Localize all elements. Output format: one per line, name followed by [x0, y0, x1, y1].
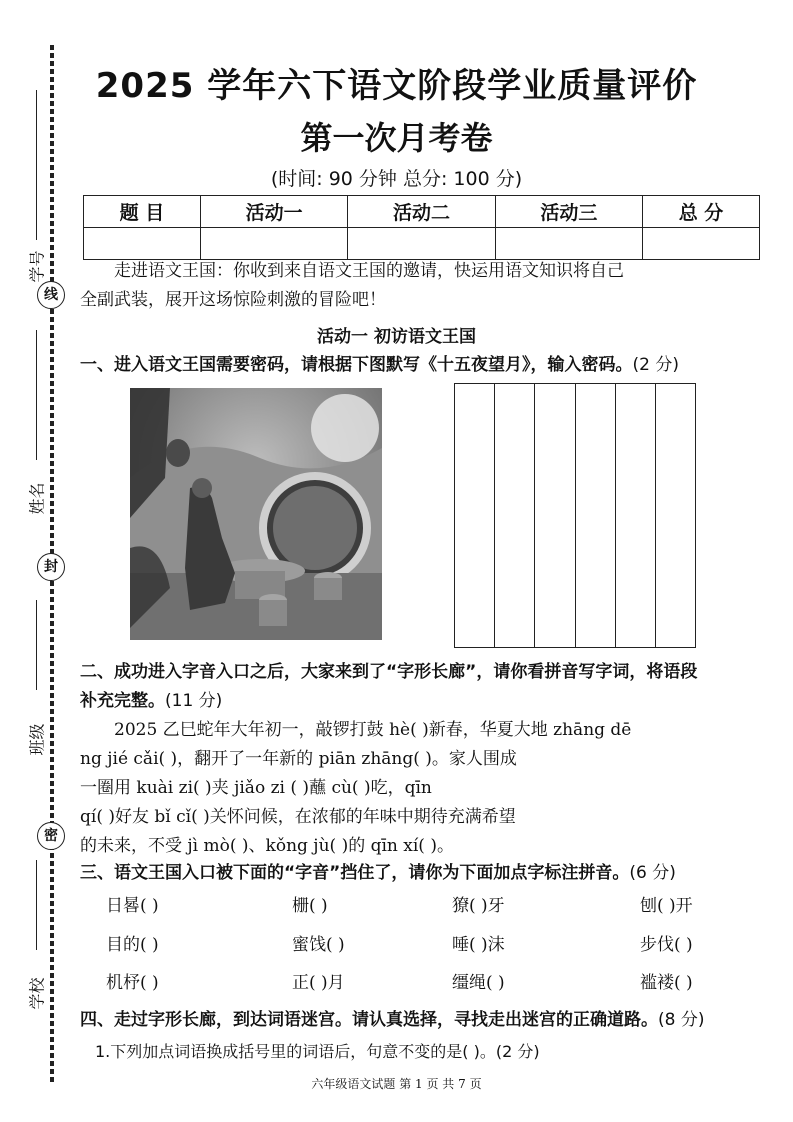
intro-paragraph	[80, 257, 748, 286]
score-table-entry-row	[84, 228, 760, 260]
grid-column[interactable]	[535, 384, 575, 647]
q3-item[interactable]: 日晷( )	[106, 896, 159, 916]
q2-line2: ng jié cǎi( )，翻开了一年新的 piān zhāng( )。家人围成	[80, 749, 517, 769]
q3-item[interactable]: 栅( )	[292, 896, 328, 916]
scholar-moon-illustration	[130, 388, 382, 640]
q2-line5: 的未来，不受 jì mò( )、kǒng jù( )的 qīn xí( )。	[80, 836, 454, 856]
score-table	[83, 195, 760, 260]
score-header-activity2: 活动二	[348, 196, 495, 228]
intro-line1: 走进语文王国：你收到来自语文王国的邀请，快运用语文知识将自己	[114, 261, 624, 281]
question4-points: (8 分)	[658, 1010, 705, 1030]
poem-writing-grid[interactable]	[454, 383, 696, 648]
q3-item[interactable]: 机杼( )	[106, 973, 159, 993]
student-id-label: 学号	[27, 250, 47, 283]
q3-item[interactable]: 蜜饯( )	[292, 935, 345, 955]
score-cell[interactable]	[495, 228, 642, 260]
school-label: 学校	[27, 977, 47, 1010]
seal-seal-mark: 封	[37, 553, 65, 581]
q2-line1: 2025 乙巳蛇年大年初一，敲锣打鼓 hè( )新春，华夏大地 zhāng dē	[114, 720, 632, 740]
exam-subtitle: 第一次月考卷	[300, 119, 493, 157]
question1-text: 一、进入语文王国需要密码，请根据下图默写《十五夜望月》，输入密码。	[80, 355, 633, 375]
score-header-total: 总 分	[643, 196, 760, 228]
score-header-item: 题 目	[84, 196, 201, 228]
question2-heading-cont: 补充完整。	[80, 691, 165, 711]
question1-points: (2 分)	[632, 355, 679, 375]
question4-sub1: 1.下列加点词语换成括号里的词语后，句意不变的是( )。(2 分)	[95, 1042, 540, 1061]
q3-item[interactable]: 正( )月	[292, 973, 345, 993]
question1	[80, 350, 750, 380]
score-header-activity1: 活动一	[200, 196, 347, 228]
score-cell[interactable]	[643, 228, 760, 260]
intro-paragraph-2	[80, 286, 748, 315]
question3-text: 三、语文王国入口被下面的“字音”挡住了，请你为下面加点字标注拼音。	[80, 863, 630, 883]
score-cell[interactable]	[200, 228, 347, 260]
q3-item[interactable]: 步伐( )	[640, 935, 693, 955]
grid-column[interactable]	[576, 384, 616, 647]
intro-line2: 全副武装，展开这场惊险刺激的冒险吧！	[80, 290, 386, 310]
name-label: 姓名	[27, 482, 47, 515]
grid-column[interactable]	[495, 384, 535, 647]
binding-fill-line-3	[36, 600, 37, 690]
grid-column[interactable]	[455, 384, 495, 647]
binding-fill-line-2	[36, 330, 37, 460]
seal-secret-mark: 密	[37, 822, 65, 850]
question2-heading: 二、成功进入字音入口之后，大家来到了“字形长廊”，请你看拼音写字词，将语段	[80, 662, 698, 682]
activity1-heading: 活动一 初访语文王国	[317, 327, 476, 347]
seal-line-mark: 线	[37, 281, 65, 309]
q3-item[interactable]: 目的( )	[106, 935, 159, 955]
question4-text: 四、走过字形长廊，到达词语迷宫。请认真选择，寻找走出迷宫的正确道路。	[80, 1010, 658, 1030]
question3-heading	[80, 858, 750, 888]
binding-fill-line-4	[36, 860, 37, 950]
score-cell[interactable]	[84, 228, 201, 260]
exam-meta: (时间: 90 分钟 总分: 100 分)	[270, 168, 523, 190]
q3-item[interactable]: 褴褛( )	[640, 973, 693, 993]
grid-column[interactable]	[656, 384, 695, 647]
score-header-activity3: 活动三	[495, 196, 642, 228]
question2-heading-2	[80, 686, 750, 716]
poem-illustration	[130, 388, 382, 640]
grid-column[interactable]	[616, 384, 656, 647]
class-label: 班级	[27, 723, 47, 756]
q2-line4: qí( )好友 bǐ cǐ( )关怀问候，在浓郁的年味中期待充满希望	[80, 807, 516, 827]
q3-item[interactable]: 獠( )牙	[452, 896, 505, 916]
score-table-header-row	[84, 196, 760, 228]
q3-item[interactable]: 唾( )沫	[452, 935, 505, 955]
exam-title: 2025 学年六下语文阶段学业质量评价	[95, 66, 698, 106]
score-cell[interactable]	[348, 228, 495, 260]
page-footer: 六年级语文试题 第 1 页 共 7 页	[311, 1077, 482, 1091]
q2-line3: 一圈用 kuài zi( )夹 jiǎo zi ( )蘸 cù( )吃，qīn	[80, 778, 432, 798]
q3-item[interactable]: 刨( )开	[640, 896, 693, 916]
question4-heading	[80, 1005, 750, 1035]
question2-points: (11 分)	[165, 691, 223, 711]
q3-item[interactable]: 缰绳( )	[452, 973, 505, 993]
question3-points: (6 分)	[629, 863, 676, 883]
